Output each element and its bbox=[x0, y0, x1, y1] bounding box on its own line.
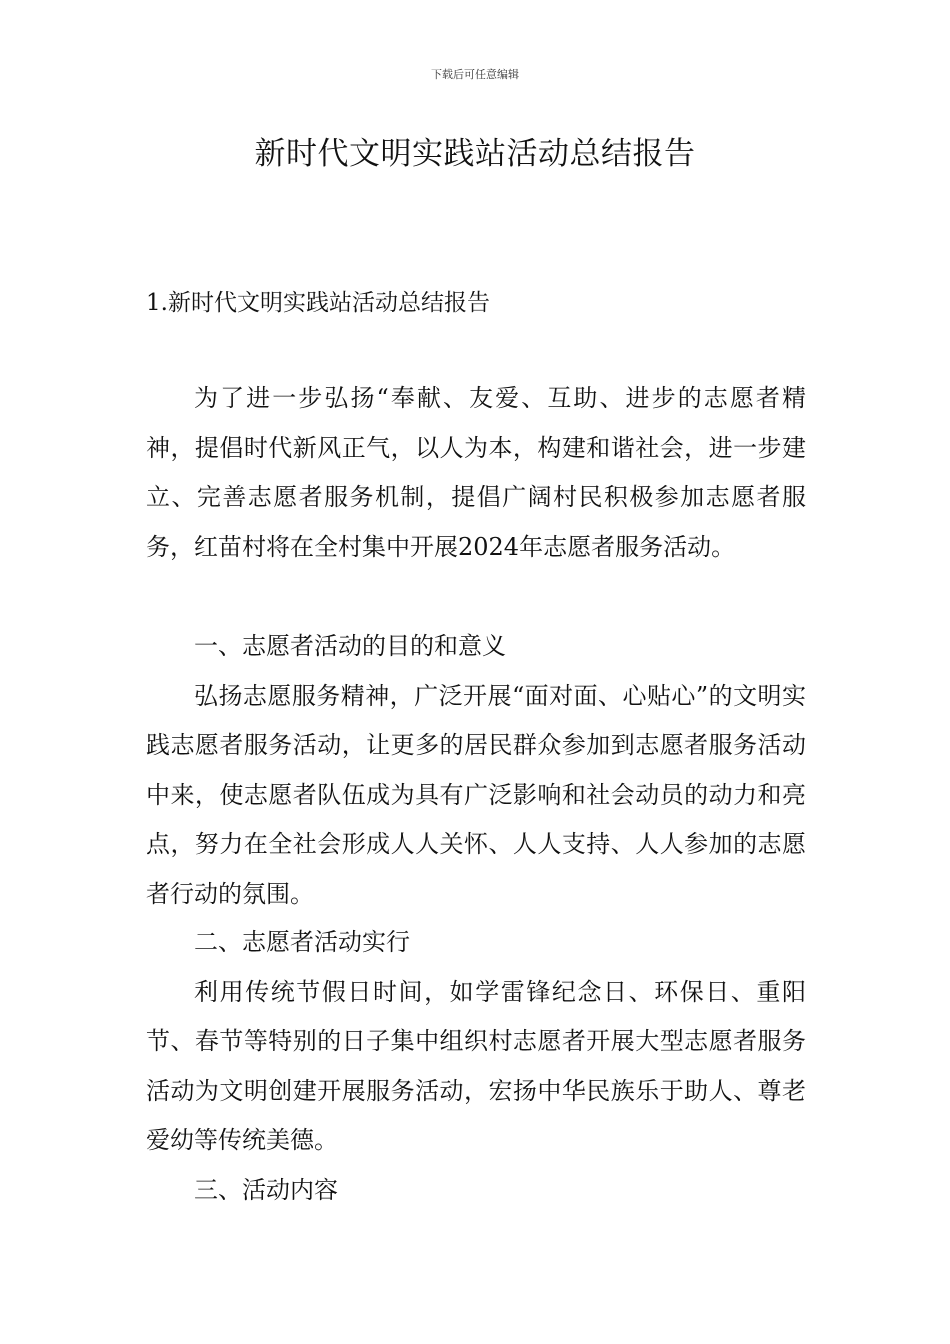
intro-block bbox=[146, 374, 806, 572]
section-reference: 1.新时代文明实践站活动总结报告 bbox=[146, 290, 490, 316]
section-3 bbox=[146, 1166, 806, 1216]
document-title: 新时代文明实践站活动总结报告 bbox=[254, 136, 696, 172]
section-1 bbox=[146, 622, 806, 919]
section-2-heading: 二、志愿者活动实行 bbox=[194, 928, 410, 956]
intro-paragraph: 为了进一步弘扬“奉献、友爱、互助、进步的志愿者精神，提倡时代新风正气，以人为本，构建和谐社会，进一步建立、完善志愿者服务机制，提倡广阔村民积极参加志愿者服务，红苗村将在全村集中开展2024年志愿者服务活动。 bbox=[146, 384, 806, 561]
section-3-heading: 三、活动内容 bbox=[194, 1176, 338, 1204]
section-2 bbox=[146, 918, 806, 1166]
section-2-paragraph: 利用传统节假日时间，如学雷锋纪念日、环保日、重阳节、春节等特别的日子集中组织村志愿者开展大型志愿者服务活动为文明创建开展服务活动，宏扬中华民族乐于助人、尊老爱幼等传统美德。 bbox=[146, 977, 806, 1154]
section-1-paragraph: 弘扬志愿服务精神，广泛开展“面对面、心贴心”的文明实践志愿者服务活动，让更多的居民群众参加到志愿者服务活动中来，使志愿者队伍成为具有广泛影响和社会动员的动力和亮点，努力在全社会形成人人关怀、人人支持、人人参加的志愿者行动的氛围。 bbox=[146, 681, 806, 908]
section-1-heading: 一、志愿者活动的目的和意义 bbox=[194, 632, 506, 660]
header-note: 下载后可任意编辑 bbox=[431, 68, 519, 81]
